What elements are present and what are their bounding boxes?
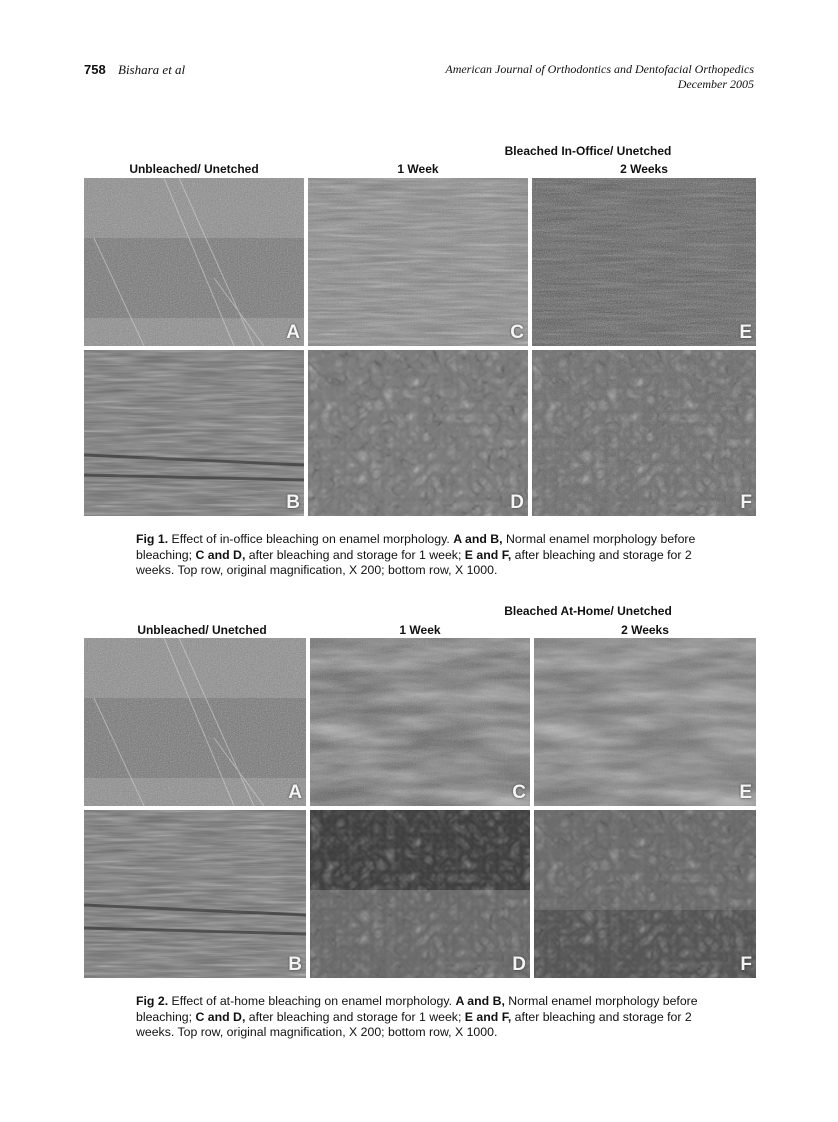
figure-1-col-label-unbleached: Unbleached/ Unetched — [129, 162, 259, 176]
caption-text: Effect of in-office bleaching on enamel morphology. — [168, 532, 454, 546]
panel-label-a: A — [288, 782, 302, 803]
caption-panel-ref: C and D, — [195, 1009, 246, 1024]
sem-image — [84, 638, 306, 806]
sem-image — [532, 178, 756, 346]
panel-label-d: D — [512, 954, 526, 975]
panel-label-f: F — [740, 492, 752, 513]
figure-2 — [84, 600, 756, 982]
figure-1-panel-c — [308, 178, 528, 346]
figure-1-caption — [136, 532, 706, 579]
panel-label-e: E — [739, 782, 752, 803]
sem-image — [84, 350, 304, 516]
caption-text: Normal enamel morphology before bleaching; — [136, 532, 696, 562]
figure-1-group-label: Bleached In-Office/ Unetched — [504, 144, 672, 158]
panel-label-a: A — [286, 322, 300, 343]
figure-1-col-label-1-week: 1 Week — [397, 162, 439, 176]
figure-2-panel-d — [310, 810, 530, 978]
journal-title: American Journal of Orthodontics and Dentofacial Orthopedics — [445, 62, 754, 76]
figure-2-panel-b — [84, 810, 306, 978]
page-header — [84, 62, 754, 94]
figure-1-panel-d — [308, 350, 528, 516]
running-authors: Bishara et al — [118, 62, 186, 77]
caption-text: Normal enamel morphology before bleaching; — [136, 994, 698, 1024]
caption-text: after bleaching and storage for 2 weeks. Top row, original magnification, X 200; bottom row, X 1000. — [136, 1009, 692, 1039]
journal-info — [445, 62, 754, 92]
figure-2-panel-c — [310, 638, 530, 806]
panel-label-c: C — [512, 782, 526, 803]
caption-text: after bleaching and storage for 1 week; — [245, 547, 465, 562]
caption-panel-ref: E and F, — [464, 547, 512, 562]
caption-panel-ref: E and F, — [464, 1009, 512, 1024]
figure-2-col-label-2-weeks: 2 Weeks — [621, 623, 669, 637]
figure-1-col-label-2-weeks: 2 Weeks — [620, 162, 668, 176]
caption-text: Effect of at-home bleaching on enamel morphology. — [168, 994, 456, 1008]
figure-1 — [84, 140, 756, 520]
journal-date: December 2005 — [677, 77, 754, 91]
figure-1-panel-b — [84, 350, 304, 516]
figure-2-caption — [136, 994, 706, 1041]
figure-1-panel-f — [532, 350, 756, 516]
panel-label-e: E — [739, 322, 752, 343]
figure-1-panel-e — [532, 178, 756, 346]
caption-text: after bleaching and storage for 1 week; — [245, 1009, 465, 1024]
figure-1-panel-a — [84, 178, 304, 346]
sem-image — [84, 810, 306, 978]
sem-image — [532, 350, 756, 516]
sem-image — [84, 178, 304, 346]
caption-fig-label: Fig 1. — [136, 532, 169, 546]
figure-2-panel-a — [84, 638, 306, 806]
sem-image — [534, 810, 756, 978]
caption-text: after bleaching and storage for 2 weeks. Top row, original magnification, X 200; bottom row, X 1000. — [136, 547, 692, 577]
figure-2-group-label: Bleached At-Home/ Unetched — [504, 604, 672, 618]
panel-label-f: F — [740, 954, 752, 975]
caption-fig-label: Fig 2. — [136, 994, 169, 1008]
caption-panel-ref: A and B, — [453, 532, 503, 546]
panel-label-d: D — [510, 492, 524, 513]
figure-2-panel-f — [534, 810, 756, 978]
caption-panel-ref: C and D, — [195, 547, 246, 562]
panel-label-c: C — [510, 322, 524, 343]
sem-image — [310, 810, 530, 978]
figure-2-panel-e — [534, 638, 756, 806]
figure-2-col-label-unbleached: Unbleached/ Unetched — [137, 623, 267, 637]
page-number: 758 — [84, 62, 106, 77]
figure-2-col-label-1-week: 1 Week — [399, 623, 441, 637]
sem-image — [534, 638, 756, 806]
caption-panel-ref: A and B, — [455, 994, 505, 1008]
sem-image — [308, 350, 528, 516]
sem-image — [310, 638, 530, 806]
panel-label-b: B — [288, 954, 302, 975]
panel-label-b: B — [286, 492, 300, 513]
sem-image — [308, 178, 528, 346]
